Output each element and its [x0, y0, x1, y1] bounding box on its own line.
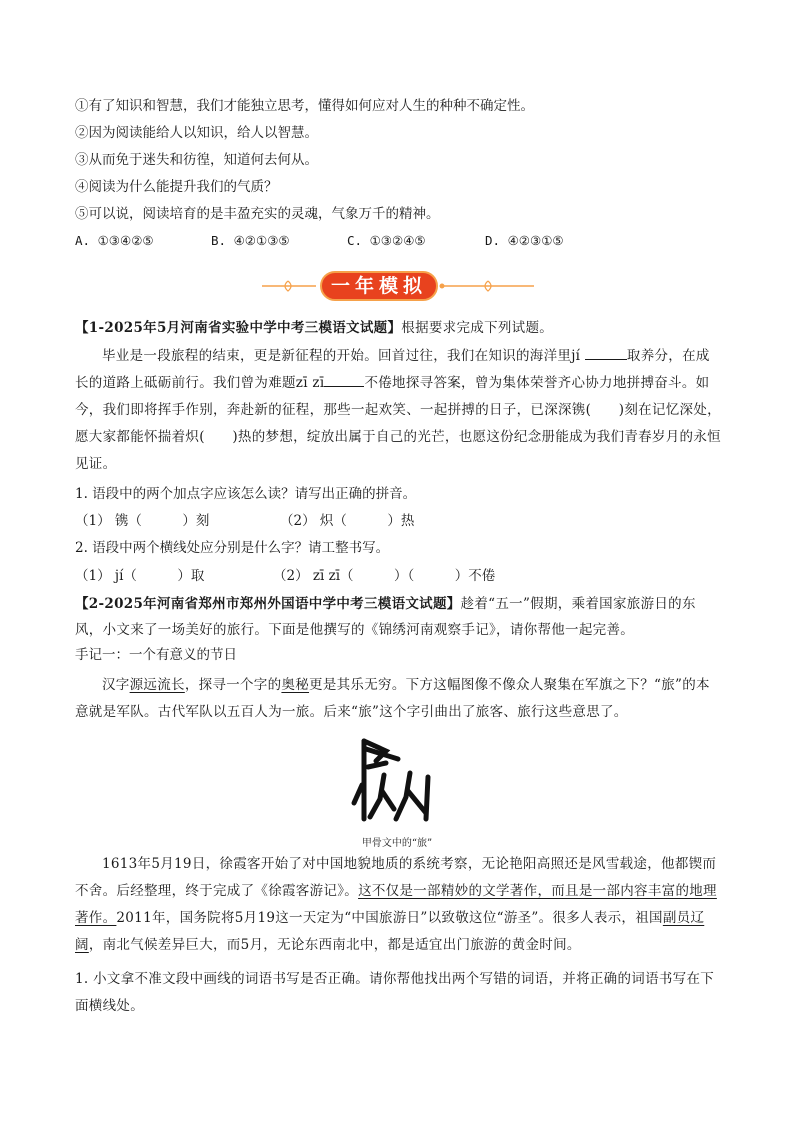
q1-sub1-answers: [75, 511, 415, 531]
q1-sub1: 1. 语段中的两个加点字应该怎么读？请写出正确的拼音。: [75, 486, 417, 502]
note-text: 1613年5月19日，徐霞客开始了对中国地貌地质的系统考察，无论艳阳高照还是风雪载途，他都锲而不舍。后经整理，终于完成了《徐霞客游记》。: [75, 856, 717, 899]
figure-caption: 甲骨文中的“旅”: [361, 838, 433, 849]
q1-passage-part: 取养分，在成长的道路上砥砺前行。我们曾为难题zī zī: [75, 348, 710, 391]
q2-instruction: 趁着“五一”假期，乘着国家旅游日的东风，小文来了一场美好的旅行。下面是他撰写的《锦绣河南观察手记》，请你帮他一起完善。: [75, 596, 696, 638]
underlined-sentence: 这不仅是一部精妙的文学著作，而且是一部内容丰富的地理著作。: [75, 883, 717, 926]
option-line-4: ④阅读为什么能提升我们的气质？: [75, 179, 278, 195]
oracle-bone-glyph-image: [340, 733, 450, 831]
q1-sub1-a[interactable]: （1） 镌（ ）刻: [75, 513, 210, 529]
q1-sub1-b[interactable]: （2） 炽（ ）热: [280, 513, 415, 529]
blank-zizi[interactable]: [324, 372, 364, 387]
oracle-bone-lu-icon: [340, 733, 450, 831]
banner-title: 一年模拟: [320, 271, 438, 301]
note-text: ，探寻一个字的: [184, 677, 282, 693]
option-line-2: ②因为阅读能给人以知识，给人以智慧。: [75, 125, 318, 141]
q1-sub2-a[interactable]: （1） jí（ ）取: [75, 568, 205, 584]
q1-passage-part: 不倦地探寻答案，曾为集体荣誉齐心协力地拼搏奋斗。如今，我们即将挥手作别，奔赴新的征程，那些一起欢笑、一起拼搏的日子，已深深镌( )刻在记忆深处，愿大家都能怀揣着炽( )热的梦想，绽放出属于自己的光芒，也愿这份纪念册能成为我们青春岁月的永恒见证。: [75, 375, 721, 472]
note-text: 2011年，国务院将5月19这一天定为“中国旅游日”以致敬这位“游圣”。很多人表示，祖国: [116, 910, 663, 926]
note-text: ，南北气候差异巨大，而5月，无论东西南北中，都是适宜出门旅游的黄金时间。: [88, 937, 581, 953]
q1-sub2-answers: [75, 566, 496, 586]
note-paragraph-1: [75, 672, 723, 726]
option-line-5: ⑤可以说，阅读培育的是丰盈充实的灵魂，气象万千的精神。: [75, 206, 440, 222]
section-banner: [258, 268, 538, 304]
choice-c[interactable]: C. ①③②④⑤: [347, 233, 426, 248]
q1-sub2: 2. 语段中两个横线处应分别是什么字？请工整书写。: [75, 540, 390, 556]
q1-sub2-b[interactable]: （2） zī zī（ ）（ ）不倦: [273, 568, 496, 584]
underlined-word-1: 源远流长: [129, 677, 185, 693]
note-text: 汉字: [102, 677, 130, 693]
q1-header: [75, 317, 723, 339]
underlined-word-3: 副员辽阔: [75, 910, 705, 953]
q1-instruction: 根据要求完成下列试题。: [401, 320, 554, 336]
option-line-1: ①有了知识和智慧，我们才能独立思考，懂得如何应对人生的种种不确定性。: [75, 98, 534, 114]
choice-d[interactable]: D. ④②③①⑤: [485, 233, 564, 248]
note-paragraph-2: [75, 851, 723, 959]
option-line-3: ③从而免于迷失和彷徨，知道何去何从。: [75, 152, 318, 168]
choice-b[interactable]: B. ④②①③⑤: [211, 233, 290, 248]
q1-passage-part: 毕业是一段旅程的结束，更是新征程的开始。回首过往，我们在知识的海洋里jí: [102, 348, 585, 364]
blank-ji[interactable]: [585, 345, 627, 360]
q1-passage: [75, 343, 723, 478]
note-text: 更是其乐无穷。下方这幅图像不像众人聚集在军旗之下？“旅”的本意就是军队。古代军队以五百人为一旅。后来“旅”这个字引曲出了旅客、旅行这些意思了。: [75, 677, 710, 720]
note-title: 手记一：一个有意义的节日: [75, 647, 237, 663]
q1-source: 【1-2025年5月河南省实验中学中考三模语文试题】: [75, 320, 402, 336]
q2-sub1: 1. 小文拿不准文段中画线的词语书写是否正确。请你帮他找出两个写错的词语，并将正确的词语书写在下面横线处。: [75, 971, 715, 1014]
underlined-word-2: 奥秘: [281, 677, 310, 693]
choice-a[interactable]: A. ①③④②⑤: [75, 233, 154, 248]
q2-source: 【2-2025年河南省郑州市郑州外国语中学中考三模语文试题】: [75, 596, 461, 612]
q2-header: [75, 591, 723, 643]
